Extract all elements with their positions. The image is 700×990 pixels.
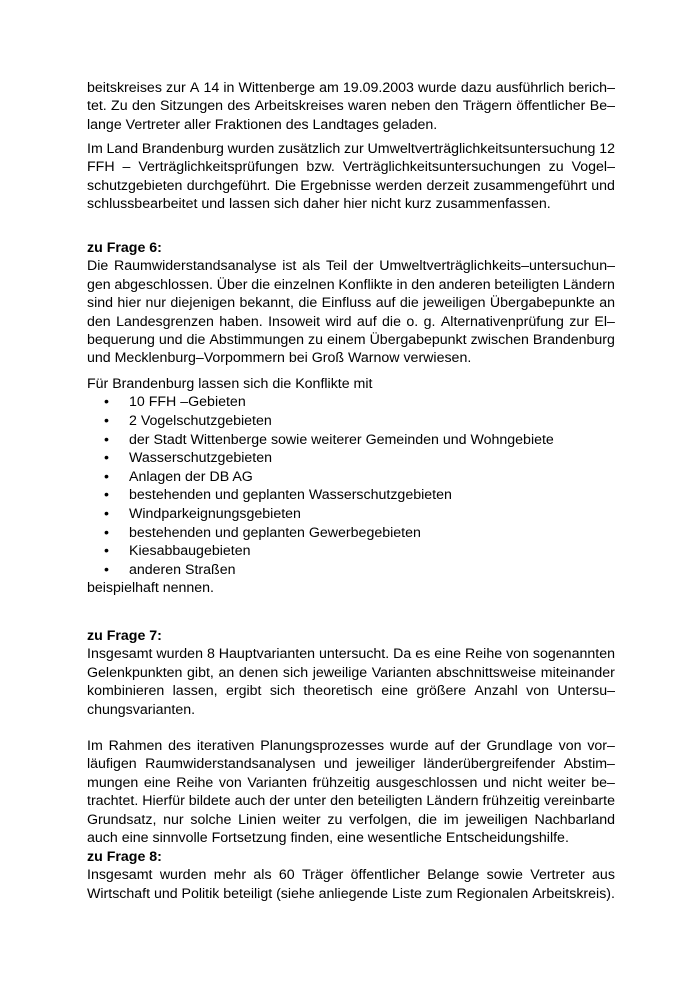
- word: Land: [106, 141, 139, 157]
- word: anderen: [438, 276, 491, 293]
- word: sowie: [486, 867, 523, 884]
- word: Regionalen: [456, 885, 529, 902]
- word: sich: [269, 683, 296, 700]
- word: den: [434, 98, 459, 115]
- text-line: und Mecklenburg–Vorpommern bei Groß Warnow verwiesen.: [87, 350, 472, 367]
- word: und: [153, 885, 178, 902]
- word: Vertreter: [530, 867, 585, 884]
- word: zwischen: [470, 332, 529, 349]
- word: Verträglichkeitsuntersuchungen: [342, 159, 541, 176]
- word: schutzgebieten: [87, 177, 183, 194]
- word: wird: [325, 313, 352, 330]
- word: Liste: [391, 885, 422, 902]
- word: eine: [143, 774, 171, 791]
- word: Übergabepunkte: [489, 295, 595, 312]
- word: werden: [375, 177, 423, 194]
- word: sich: [282, 664, 309, 681]
- word: derzeit: [426, 177, 470, 194]
- list-item: • bestehenden und geplanten Wasserschutzgebieten: [104, 487, 452, 504]
- text-line: [87, 158, 615, 176]
- word: Gelenkpunkten: [87, 664, 183, 681]
- word: die: [298, 295, 318, 312]
- list-item: • 2 Vogelschutzgebieten: [104, 413, 272, 429]
- word: solche: [190, 811, 232, 828]
- word: Landesgrenzen: [116, 313, 214, 330]
- word: ist: [282, 258, 297, 275]
- word: 14: [203, 80, 220, 96]
- text-line: [87, 645, 615, 663]
- word: Anzahl: [474, 683, 518, 700]
- text-line: [87, 276, 615, 294]
- word: beitskreises: [87, 80, 162, 96]
- word: Abstim–: [563, 756, 615, 773]
- word: mehr: [213, 867, 247, 884]
- word: Hierfür: [142, 793, 185, 810]
- word: bekannt,: [239, 295, 294, 312]
- word: FFH: [87, 159, 115, 176]
- word: Planungsprozesses: [260, 738, 385, 754]
- word: 19.09.2003: [342, 80, 414, 96]
- word: 8: [206, 646, 215, 663]
- word: die: [382, 313, 401, 330]
- bullet-icon: •: [104, 431, 109, 448]
- word: Vogel–: [571, 159, 615, 176]
- word: nicht: [512, 774, 543, 791]
- word: der: [460, 738, 481, 754]
- list-item: • bestehenden und geplanten Gewerbegebieten: [104, 524, 421, 541]
- word: vor–: [587, 738, 615, 754]
- word: Varianten: [247, 774, 307, 791]
- word: eine: [434, 646, 462, 663]
- text-line: [87, 331, 615, 349]
- word: von: [506, 646, 529, 663]
- word: weiter: [547, 774, 586, 791]
- word: jeweilige: [312, 664, 368, 681]
- word: beteiligten: [357, 793, 423, 810]
- word: Zu: [111, 98, 128, 115]
- word: und: [483, 774, 507, 791]
- section-frage-7: [87, 627, 615, 719]
- text-line: [87, 294, 615, 312]
- word: jeweiligen: [423, 295, 486, 312]
- bullet-icon: •: [104, 468, 109, 485]
- word: lassen,: [172, 683, 218, 700]
- word: von: [218, 774, 242, 791]
- word: Da: [393, 646, 412, 663]
- word: abgeschlossen.: [114, 276, 213, 293]
- text-line: [87, 79, 615, 97]
- word: vereinbarte: [543, 793, 615, 810]
- word: Träger: [302, 867, 344, 884]
- word: dazu: [460, 80, 492, 96]
- list-item: • 10 FFH –Gebieten: [104, 394, 246, 411]
- bullet-icon: •: [104, 524, 109, 541]
- word: untersucht.: [319, 646, 390, 663]
- word: Abstimmungen: [209, 332, 305, 349]
- word: Sitzungen: [159, 98, 224, 115]
- word: Raumwiderstandsanalyse: [114, 258, 277, 275]
- word: Nachbarland: [534, 811, 615, 828]
- word: nur: [163, 811, 184, 828]
- word: Insgesamt: [87, 646, 153, 663]
- word: unter: [293, 793, 327, 810]
- word: trachtet.: [87, 793, 139, 810]
- word: Über: [216, 276, 248, 293]
- list-item: • Wasserschutzgebieten: [104, 450, 272, 467]
- word: Brandenburg: [141, 141, 224, 157]
- word: A: [189, 80, 200, 96]
- word: denen: [238, 664, 279, 681]
- bullet-icon: •: [104, 561, 109, 578]
- word: auf: [356, 313, 377, 330]
- word: jeweiliger: [355, 756, 416, 773]
- word: Insoweit: [268, 313, 321, 330]
- word: frühzeitig: [312, 774, 371, 791]
- text-line: [87, 664, 615, 682]
- word: und: [323, 756, 348, 773]
- text-line: [87, 885, 615, 903]
- word: Teil: [325, 258, 348, 275]
- word: Insgesamt: [87, 867, 153, 884]
- word: Be–: [589, 98, 615, 115]
- section-frage-8: [87, 848, 615, 903]
- word: Die: [87, 258, 109, 275]
- word: am: [319, 80, 339, 96]
- bullet-icon: •: [104, 394, 109, 411]
- word: wurden: [156, 646, 203, 663]
- word: läufigen: [87, 756, 137, 773]
- word: Wittenberge: [238, 80, 315, 96]
- word: im: [443, 811, 459, 828]
- word: der: [352, 258, 374, 275]
- word: als: [302, 258, 321, 275]
- text-line: [87, 257, 615, 275]
- word: der: [269, 793, 290, 810]
- word: bildete: [188, 793, 231, 810]
- word: und: [591, 177, 615, 194]
- word: Grundlage: [486, 738, 553, 754]
- word: von: [558, 738, 582, 754]
- word: Untersu–: [557, 683, 615, 700]
- section-konflikte: [87, 375, 615, 598]
- word: länderübergreifender: [423, 756, 556, 773]
- text-line: [87, 140, 615, 158]
- text-line: [87, 755, 615, 773]
- text-line: [87, 866, 615, 884]
- word: frühzeitig: [482, 793, 541, 810]
- list-item: • Windparkeignungsgebieten: [104, 505, 301, 522]
- section-heading: zu Frage 8:: [87, 849, 162, 865]
- word: die: [418, 811, 438, 828]
- word: auf: [434, 738, 455, 754]
- word: beteiligten: [494, 276, 560, 293]
- word: zu: [548, 159, 564, 176]
- word: be–: [591, 774, 615, 791]
- paragraph-ffh-pruefungen: [87, 140, 615, 214]
- konflikte-list: [87, 393, 615, 579]
- word: in: [223, 80, 235, 96]
- word: Umweltverträglichkeitsuntersuchung: [367, 141, 596, 157]
- word: den: [411, 276, 435, 293]
- word: durchgeführt.: [186, 177, 271, 194]
- word: zum: [425, 885, 453, 902]
- word: hier: [117, 295, 142, 312]
- word: an: [218, 664, 235, 681]
- text-line: [87, 811, 615, 829]
- word: eine: [381, 683, 409, 700]
- word: abschnittsweise: [436, 664, 537, 681]
- word: und: [158, 332, 183, 349]
- word: Die: [274, 177, 296, 194]
- word: Rahmen: [108, 738, 163, 754]
- word: weiter: [282, 811, 321, 828]
- word: zusammengeführt: [473, 177, 587, 194]
- list-item: • der Stadt Wittenberge sowie weiterer Gemeinden und Wohngebiete: [104, 431, 554, 448]
- word: als: [253, 867, 272, 884]
- word: Trägern: [462, 98, 512, 115]
- word: aus: [592, 867, 615, 884]
- word: Linien: [238, 811, 277, 828]
- word: Ländern: [426, 793, 479, 810]
- text-line: [87, 792, 615, 810]
- bullet-icon: •: [104, 505, 109, 522]
- list-outro: beispielhaft nennen.: [87, 580, 215, 597]
- word: nur: [145, 295, 166, 312]
- word: wurden: [227, 141, 275, 157]
- word: zur: [344, 141, 364, 157]
- word: neben: [391, 98, 431, 115]
- paragraph-planungsprozess: [87, 737, 615, 847]
- word: des: [168, 738, 191, 754]
- word: sind: [87, 295, 114, 312]
- section-frage-6: [87, 239, 615, 368]
- word: zu: [307, 332, 323, 349]
- word: verfolgen,: [349, 811, 412, 828]
- word: öffentlicher: [516, 98, 586, 115]
- word: diejenigen: [170, 295, 236, 312]
- word: El–: [594, 313, 615, 330]
- word: tet.: [87, 98, 107, 115]
- word: bzw.: [306, 159, 335, 176]
- bullet-icon: •: [104, 450, 109, 467]
- word: es: [415, 646, 431, 663]
- word: von: [526, 683, 550, 700]
- word: Ländern: [562, 276, 615, 293]
- word: waren: [348, 98, 387, 115]
- section-heading: zu Frage 6:: [87, 240, 162, 256]
- word: miteinander: [540, 664, 615, 681]
- text-line: [87, 177, 615, 195]
- word: Im: [87, 141, 103, 157]
- word: Belange: [427, 867, 480, 884]
- word: Verträglichkeitsprüfungen: [138, 159, 299, 176]
- word: zur: [569, 313, 589, 330]
- text-line: [87, 682, 615, 700]
- word: Hauptvarianten: [218, 646, 316, 663]
- text-line: chungsvarianten.: [87, 701, 196, 718]
- word: Alternativenprüfung: [440, 313, 564, 330]
- word: beteiligt: [223, 885, 273, 902]
- word: Reihe: [176, 774, 214, 791]
- word: haben.: [219, 313, 263, 330]
- text-line: [87, 737, 615, 755]
- word: Wirtschaft: [87, 885, 151, 902]
- word: öffentlicher: [350, 867, 420, 884]
- word: Brandenburg: [532, 332, 615, 349]
- word: jeweiligen: [465, 811, 528, 828]
- word: Politik: [181, 885, 220, 902]
- section-heading: zu Frage 7:: [87, 628, 162, 644]
- word: Varianten: [371, 664, 432, 681]
- word: berich–: [568, 80, 615, 96]
- text-line: schlussbearbeitet und lassen sich daher hier nicht kurz zusammenfassen.: [87, 196, 551, 213]
- word: Ergebnisse: [300, 177, 372, 194]
- word: an: [599, 295, 615, 312]
- word: kombinieren: [87, 683, 165, 700]
- word: Arbeitskreises: [254, 98, 344, 115]
- text-line: auch eine sinnvolle Fortsetzung finden, eine wesentliche Entscheidungshilfe.: [87, 830, 569, 847]
- word: mungen: [87, 774, 139, 791]
- word: iterativen: [196, 738, 255, 754]
- word: wurde: [418, 80, 457, 96]
- word: den: [87, 313, 111, 330]
- text-line: [87, 97, 615, 115]
- word: 12: [599, 141, 615, 157]
- list-intro: Für Brandenburg lassen sich die Konflikte mit: [87, 376, 373, 392]
- word: –: [122, 159, 131, 176]
- word: (siehe: [276, 885, 315, 902]
- word: ausgeschlossen: [375, 774, 478, 791]
- word: ausführlich: [495, 80, 565, 96]
- word: Grundsatz,: [87, 811, 157, 828]
- word: auf: [375, 295, 396, 312]
- word: die: [399, 295, 419, 312]
- word: zu: [327, 811, 343, 828]
- text-line: [87, 774, 615, 792]
- word: Konflikte: [338, 276, 393, 293]
- word: Umweltverträglichkeits–untersuchun–: [379, 258, 615, 275]
- word: gibt,: [187, 664, 214, 681]
- word: Reihe: [465, 646, 503, 663]
- list-item: • anderen Straßen: [104, 561, 236, 578]
- word: auch: [234, 793, 266, 810]
- word: die: [186, 332, 206, 349]
- list-item: • Anlagen der DB AG: [104, 468, 253, 485]
- word: gen: [87, 276, 111, 293]
- text-line: [87, 313, 615, 331]
- word: einzelnen: [273, 276, 335, 293]
- list-item: • Kiesabbaugebieten: [104, 543, 251, 560]
- word: wurde: [389, 738, 429, 754]
- word: wurden: [159, 867, 207, 884]
- word: theoretisch: [303, 683, 373, 700]
- text-line: lange Vertreter aller Fraktionen des Landtages geladen.: [87, 116, 438, 133]
- word: bequerung: [87, 332, 155, 349]
- word: o.: [406, 313, 419, 330]
- word: Übergabepunkt: [369, 332, 467, 349]
- word: Im: [87, 738, 103, 754]
- bullet-icon: •: [104, 487, 109, 504]
- word: anliegende: [318, 885, 389, 902]
- word: zusätzlich: [277, 141, 341, 157]
- word: g.: [423, 313, 436, 330]
- word: den: [131, 98, 156, 115]
- word: 60: [278, 867, 295, 884]
- bullet-icon: •: [104, 413, 109, 429]
- paragraph-arbeitskreis: [87, 79, 615, 134]
- word: Raumwiderstandsanalysen: [145, 756, 316, 773]
- word: in: [396, 276, 408, 293]
- bullet-icon: •: [104, 543, 109, 560]
- word: einem: [326, 332, 366, 349]
- word: größere: [416, 683, 467, 700]
- word: Einfluss: [321, 295, 372, 312]
- word: zur: [166, 80, 186, 96]
- word: des: [227, 98, 251, 115]
- word: die: [251, 276, 271, 293]
- word: ergibt: [225, 683, 262, 700]
- word: sogenannten: [532, 646, 615, 663]
- word: den: [330, 793, 354, 810]
- word: Arbeitskreis).: [532, 885, 615, 902]
